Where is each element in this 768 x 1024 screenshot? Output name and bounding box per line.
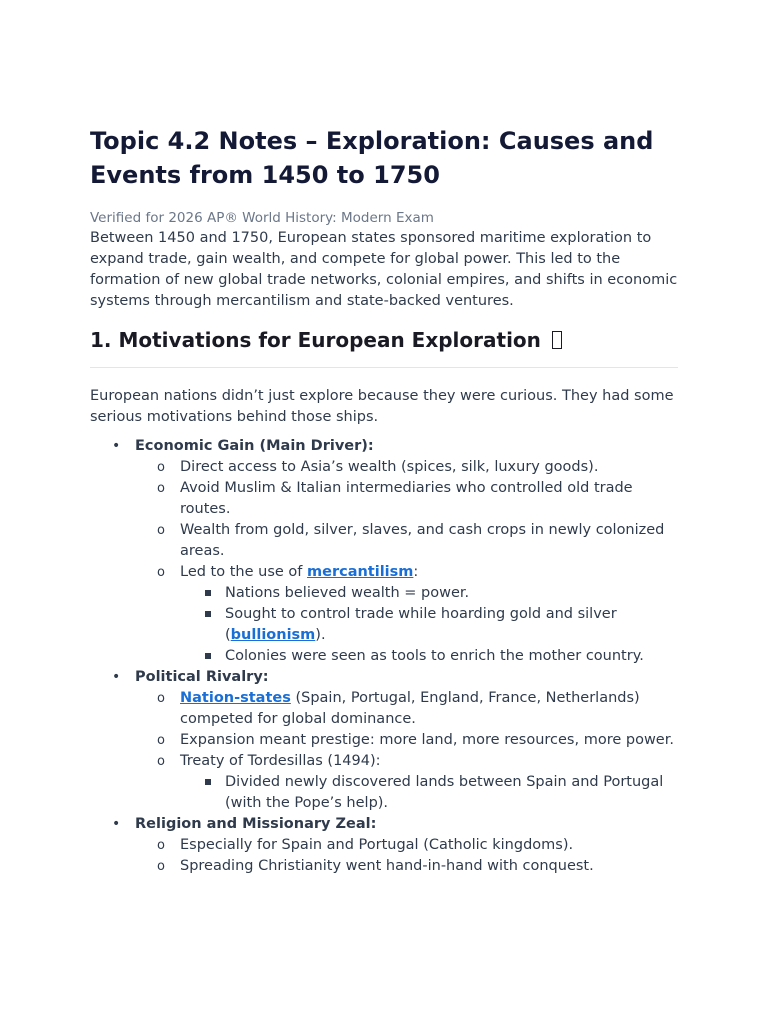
list-item <box>135 730 678 751</box>
bullet-square-icon <box>205 779 211 785</box>
list-item <box>135 562 678 667</box>
bullet-circle-icon: o <box>157 481 165 496</box>
list-item <box>180 646 678 667</box>
bullet-circle-icon: o <box>157 565 165 580</box>
section-heading-text: 1. Motivations for European Exploration <box>90 328 541 352</box>
article-content <box>90 124 678 877</box>
bullet-square-icon <box>205 590 211 596</box>
list-item <box>135 688 678 730</box>
list-item-text: Led to the use of <box>180 564 307 580</box>
bullet-circle-icon: o <box>157 733 165 748</box>
bullet-circle-icon: o <box>157 460 165 475</box>
list-item-text: Avoid Muslim & Italian intermediaries who controlled old trade routes. <box>180 480 633 517</box>
list-item <box>135 520 678 562</box>
list-item <box>135 478 678 520</box>
section-lead: European nations didn’t just explore because they were curious. They had some serious motivations behind those ships. <box>90 388 674 425</box>
list-item-political <box>90 667 678 814</box>
list-item-text: : <box>413 564 419 580</box>
verified-note: Verified for 2026 AP® World History: Modern Exam <box>90 210 434 226</box>
list-item-text: Sought to control trade while hoarding gold and silver ( <box>225 606 617 643</box>
bullet-circle-icon: o <box>157 838 165 853</box>
section-heading <box>90 327 678 368</box>
list-item-text: (Spain, Portugal, England, France, Netherlands) competed for global dominance. <box>180 690 640 727</box>
list-item-text: Expansion meant prestige: more land, more resources, more power. <box>180 732 674 748</box>
bullet-dot-icon: • <box>112 669 121 685</box>
category-label: Religion and Missionary Zeal: <box>135 816 377 832</box>
bullet-circle-icon: o <box>157 859 165 874</box>
list-item <box>180 604 678 646</box>
list-item-text: Divided newly discovered lands between Spain and Portugal (with the Pope’s help). <box>225 774 664 811</box>
list-item-text: Direct access to Asia’s wealth (spices, silk, luxury goods). <box>180 459 599 475</box>
missing-glyph-icon <box>552 331 562 349</box>
category-label: Political Rivalry: <box>135 669 269 685</box>
list-item <box>135 751 678 814</box>
bullet-circle-icon: o <box>157 523 165 538</box>
list-item-text: Treaty of Tordesillas (1494): <box>180 753 381 769</box>
bullet-circle-icon: o <box>157 691 165 706</box>
list-item-text: Wealth from gold, silver, slaves, and cash crops in newly colonized areas. <box>180 522 665 559</box>
list-item <box>135 835 678 856</box>
bullet-square-icon <box>205 611 211 617</box>
bullet-dot-icon: • <box>112 816 121 832</box>
political-sublist <box>135 688 678 814</box>
motivations-list <box>90 436 678 877</box>
category-label: Economic Gain (Main Driver): <box>135 438 374 454</box>
list-item-text: Nations believed wealth = power. <box>225 585 470 601</box>
economic-sublist <box>135 457 678 667</box>
list-item-economic <box>90 436 678 667</box>
list-item-text: ). <box>315 627 326 643</box>
list-item <box>135 457 678 478</box>
list-item-text: Especially for Spain and Portugal (Catholic kingdoms). <box>180 837 574 853</box>
bullionism-link[interactable]: bullionism <box>230 627 316 643</box>
mercantilism-link[interactable]: mercantilism <box>307 564 414 580</box>
bullet-dot-icon: • <box>112 438 121 454</box>
page-title: Topic 4.2 Notes – Exploration: Causes and Events from 1450 to 1750 <box>90 127 654 189</box>
religion-sublist <box>135 835 678 877</box>
mercantilism-sublist <box>180 583 678 667</box>
nation-states-link[interactable]: Nation-states <box>180 690 291 706</box>
treaty-sublist <box>180 772 678 814</box>
intro-paragraph: Between 1450 and 1750, European states sponsored maritime exploration to expand trade, gain wealth, and compete for global power. This led to the formation of new global trade networks, colonial empires, and shifts in economic systems through mercantilism and state-backed ventures. <box>90 230 678 309</box>
list-item-text: Colonies were seen as tools to enrich the mother country. <box>225 648 644 664</box>
list-item <box>180 583 678 604</box>
bullet-square-icon <box>205 653 211 659</box>
list-item <box>180 772 678 814</box>
bullet-circle-icon: o <box>157 754 165 769</box>
list-item-text: Spreading Christianity went hand-in-hand with conquest. <box>180 858 594 874</box>
list-item-religion <box>90 814 678 877</box>
list-item <box>135 856 678 877</box>
